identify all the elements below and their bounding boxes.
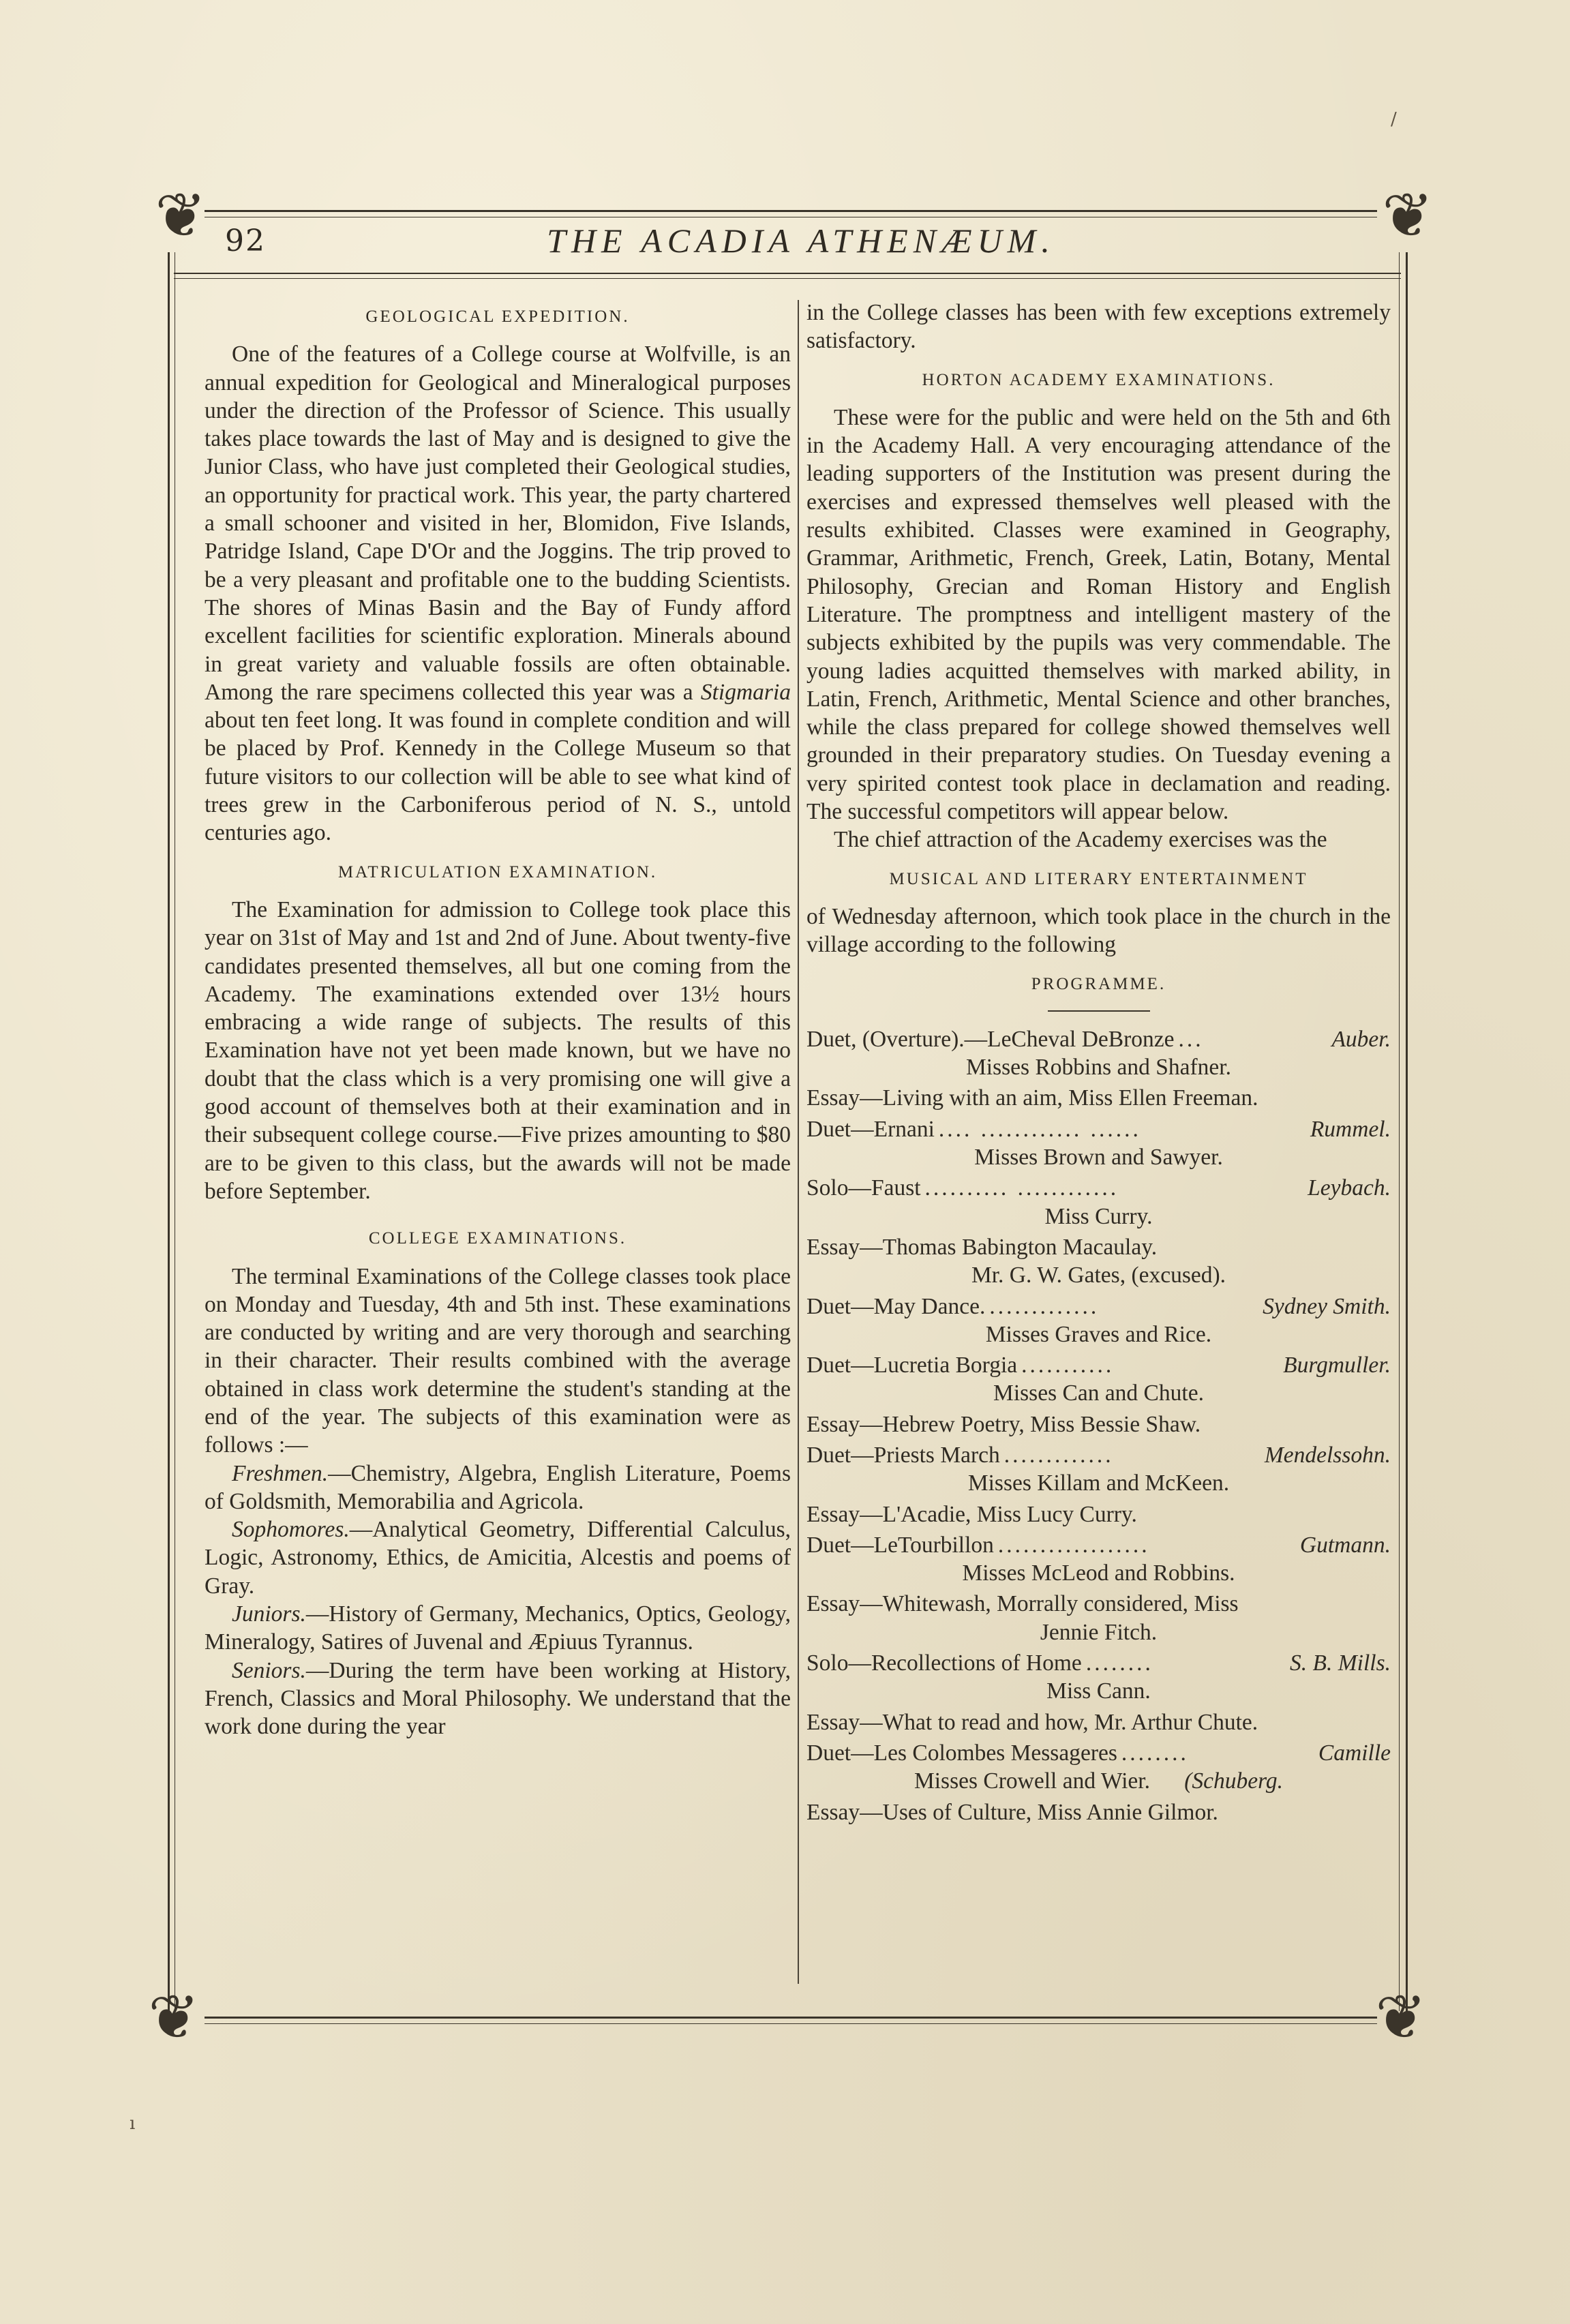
class-name: Seniors. (232, 1657, 306, 1683)
college-class-seniors (205, 1657, 791, 1741)
geological-heading: GEOLOGICAL EXPEDITION. (365, 307, 630, 326)
matriculation-heading: MATRICULATION EXAMINATION. (337, 862, 658, 881)
item-label: Essay—Living with an aim, Miss Ellen Freeman. (806, 1085, 1258, 1111)
college-class-juniors (205, 1600, 791, 1657)
college-continued: in the College classes has been with few exceptions extremely satisfactory. (806, 300, 1391, 354)
horton-text2: The chief attraction of the Academy exercises was the (834, 827, 1327, 853)
frame-header-rule-inner (174, 278, 1401, 279)
class-name: Juniors. (232, 1601, 306, 1627)
college-class-freshmen (205, 1460, 791, 1516)
horton-text: These were for the public and were held on the 5th and 6th in the Academy Hall. A very encouraging attendance of the leading supporters of the Institution was present during the exercises and expressed themselves well pleased with the results exhibited. Classes were examined in Geography, Grammar, Arithmetic, French, Greek, Latin, Botany, Mental Philosophy, Grecian and Roman History and English Literature. The promptness and intelligent mastery of the subjects exhibited by the pupils was very commendable. The young ladies acquitted themselves with marked ability, in Latin, French, Arithmetic, Mental Science and other branches, while the class prepared for college showed themselves well grounded in their preparatory studies. On Tuesday evening a very spirited contest took place in declamation and reading. The successful competitors will appear below. (806, 404, 1391, 825)
item-composer: Rummel. (1310, 1116, 1391, 1142)
programme-item (806, 1233, 1391, 1290)
item-label: Essay—What to read and how, Mr. Arthur Chute. (806, 1709, 1258, 1735)
college-heading: COLLEGE EXAMINATIONS. (368, 1229, 627, 1248)
programme-item (806, 1649, 1391, 1706)
item-label: Solo—Faust (806, 1175, 921, 1201)
right-column (806, 299, 1391, 1982)
page-blemish-mark: ı (130, 2113, 136, 2134)
programme-item (806, 1590, 1391, 1646)
geological-text: One of the features of a College course at Wolfville, is an annual expedition for Geological and Mineralogical purposes under the direction of the Professor of Science. This usually takes place towards the last of May and is designed to give the Junior Class, who have just completed their Geological studies, an opportunity for practical work. This year, the party chartered a small schooner and visited in her, Blomidon, Five Islands, Patridge Island, Cape D'Or and the Joggins. The trip proved to be a very pleasant and profitable one to the budding Scientists. The shores of Minas Basin and the Bay of Fundy afford excellent facilities for scientific exploration. Minerals abound in great variety and valuable fossils are often obtainable. Among the rare specimens collected this year was a (205, 342, 791, 705)
item-composer: Leybach. (1308, 1175, 1391, 1201)
item-label: Essay—Hebrew Poetry, Miss Bessie Shaw. (806, 1411, 1201, 1437)
item-performers: Misses Can and Chute. (993, 1380, 1204, 1406)
class-subjects: —History of Germany, Mechanics, Optics, Geology, Mineralogy, Satires of Juvenal and Æpiuus Tyrannus. (205, 1601, 791, 1655)
item-composer: S. B. Mills. (1290, 1650, 1391, 1676)
class-name: Freshmen. (232, 1460, 329, 1486)
programme-item (806, 1174, 1391, 1231)
page-blemish-mark: / (1391, 109, 1397, 130)
class-subjects: —During the term have been working at History, French, Classics and Moral Philosophy. We understand that the work done during the year (205, 1657, 791, 1740)
item-performers: Miss Cann. (1046, 1678, 1151, 1704)
programme-item (806, 1531, 1391, 1588)
item-label: Essay—Whitewash, Morrally considered, Miss (806, 1591, 1239, 1617)
item-composer: Auber. (1331, 1026, 1391, 1052)
programme-item (806, 1351, 1391, 1408)
item-label: Essay—Uses of Culture, Miss Annie Gilmor. (806, 1799, 1218, 1825)
item-performers-note: (Schuberg. (1184, 1768, 1284, 1794)
frame-left-rule (168, 252, 170, 2011)
item-leader: ............. (989, 1293, 1100, 1319)
frame-bottom-rule (205, 2017, 1377, 2019)
item-leader: .................. (997, 1532, 1150, 1558)
geological-specimen: Stigmaria (700, 679, 791, 705)
frame-right-rule-inner (1399, 252, 1400, 2011)
item-label: Solo—Recollections of Home (806, 1650, 1082, 1676)
class-subjects: —Chemistry, Algebra, English Literature, Poems of Goldsmith, Memorabilia and Agricola. (205, 1460, 791, 1514)
item-performers: Mr. G. W. Gates, (excused). (971, 1263, 1226, 1288)
item-leader: ... (1178, 1026, 1204, 1052)
geological-text-end: about ten feet long. It was found in complete condition and will be placed by Prof. Kennedy in the College Museum so that future visitors to our collection will be able to see what kind of trees grew in the Carboniferous period of N. S., untold centuries ago. (205, 708, 791, 846)
item-label: Duet—Lucretia Borgia (806, 1353, 1018, 1378)
item-composer: Sydney Smith. (1263, 1293, 1391, 1319)
item-performers (806, 1767, 1391, 1795)
item-label: Duet—Priests March (806, 1442, 1000, 1468)
column-divider (798, 300, 799, 1984)
item-performers: Misses Killam and McKeen. (967, 1470, 1230, 1496)
frame-bottom-rule-inner (205, 2023, 1377, 2024)
corner-ornament-top-left-icon: ❦ (155, 180, 207, 252)
frame-header-rule (174, 273, 1401, 274)
item-composer: Gutmann. (1299, 1532, 1391, 1558)
item-leader: ........... (1021, 1353, 1115, 1378)
corner-ornament-bottom-left-icon: ❦ (148, 1982, 200, 2053)
musical-text: of Wednesday afternoon, which took place in the church in the village according to the following (806, 903, 1391, 958)
page-header (174, 224, 1428, 271)
frame-right-rule (1406, 252, 1408, 2011)
journal-title: THE ACADIA ATHENÆUM. (547, 222, 1055, 260)
musical-heading: MUSICAL AND LITERARY ENTERTAINMENT (889, 869, 1308, 888)
class-subjects: —Analytical Geometry, Differential Calculus, Logic, Astronomy, Ethics, de Amicitia, Alcestis and poems of Gray. (205, 1517, 791, 1599)
class-name: Sophomores. (232, 1517, 350, 1543)
item-leader: .... ............ ...... (938, 1116, 1141, 1142)
item-performers: Jennie Fitch. (1040, 1619, 1158, 1645)
item-leader: .......... ............ (924, 1175, 1119, 1201)
programme-rule (1048, 1010, 1150, 1012)
item-composer: Camille (1318, 1740, 1391, 1766)
item-performers: Miss Curry. (1044, 1203, 1153, 1229)
corner-ornament-bottom-right-icon: ❦ (1375, 1982, 1427, 2053)
left-column (205, 299, 791, 1982)
programme-item (806, 1441, 1391, 1498)
programme-heading: PROGRAMME. (1031, 974, 1166, 993)
programme-item (806, 1798, 1391, 1826)
programme-item (806, 1025, 1391, 1082)
programme-item (806, 1084, 1391, 1112)
college-text: The terminal Examinations of the College classes took place on Monday and Tuesday, 4th and 5th inst. These examinations are conducted by writing and are very thorough and searching in their character. Their results combined with the average obtained in class work determine the student's standing at the end of the year. The subjects of this examination were as follows :— (205, 1263, 791, 1458)
corner-ornament-top-right-icon: ❦ (1382, 180, 1434, 252)
programme-list (806, 1025, 1391, 1826)
item-leader: ........ (1121, 1740, 1189, 1766)
item-label: Essay—Thomas Babington Macaulay. (806, 1234, 1158, 1260)
page-number: 92 (225, 224, 266, 258)
college-class-sophomores (205, 1515, 791, 1600)
item-label: Duet—Ernani (806, 1116, 935, 1142)
item-performers: Misses Robbins and Shafner. (966, 1055, 1231, 1081)
geological-article (205, 340, 791, 847)
item-performers: Misses Brown and Sawyer. (974, 1145, 1223, 1171)
item-label: Duet—Les Colombes Messageres (806, 1740, 1117, 1766)
programme-item (806, 1293, 1391, 1349)
item-leader: ............. (1003, 1442, 1114, 1468)
item-label: Duet—May Dance. (806, 1293, 986, 1319)
item-leader: ........ (1085, 1650, 1153, 1676)
item-composer: Burgmuller. (1283, 1353, 1391, 1378)
item-composer: Mendelssohn. (1264, 1442, 1391, 1468)
horton-heading: HORTON ACADEMY EXAMINATIONS. (922, 370, 1275, 389)
item-performers: Misses McLeod and Robbins. (962, 1560, 1235, 1586)
programme-item (806, 1708, 1391, 1736)
programme-item (806, 1115, 1391, 1172)
programme-item (806, 1739, 1391, 1796)
programme-item (806, 1500, 1391, 1528)
item-label: Essay—L'Acadie, Miss Lucy Curry. (806, 1501, 1137, 1527)
programme-item (806, 1410, 1391, 1438)
matriculation-text: The Examination for admission to College took place this year on 31st of May and 1st and 2nd of June. About twenty-five candidates presented themselves, all but one coming from the Academy. The examinations extended over 13½ hours embracing a wide range of subjects. The results of this Examination have not yet been made known, but we have no doubt that the class which is a very promising one will give a good account of themselves both at their examination and in their subsequent college course.—Five prizes amounting to $80 are to be given to this class, but the awards will not be made before September. (205, 896, 791, 1204)
frame-top-rule (205, 210, 1377, 212)
item-performers-names: Misses Crowell and Wier. (914, 1768, 1150, 1794)
item-label: Duet—LeTourbillon (806, 1532, 994, 1558)
item-label: Duet, (Overture).—LeCheval DeBronze (806, 1026, 1175, 1052)
item-performers: Misses Graves and Rice. (985, 1321, 1212, 1347)
